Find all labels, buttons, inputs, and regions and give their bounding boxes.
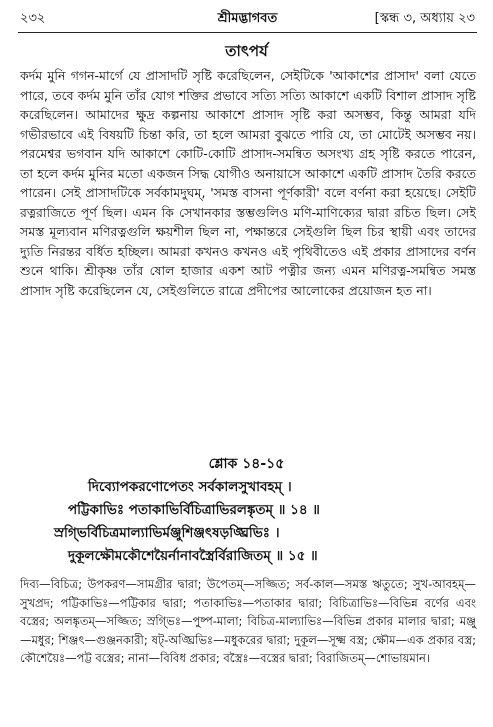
verse-line: পট্টিকাভিঃ পতাকাভির্বিচিত্রাভিরলঙ্কৃতম্ ॥ ১৪ ॥ (68, 502, 320, 518)
verse-title: শ্লোক ১৪-১৫ (208, 456, 285, 472)
page-header (20, 8, 475, 30)
chapter-reference: [স্কন্ধ ৩, অধ্যায় ২৩ (374, 11, 475, 26)
page-number: ২৩২ (20, 11, 46, 26)
synonyms-text: দিব্য—বিচিত্র; উপকরণ—সামগ্রীর দ্বারা; উপেতম্—সজ্জিত; সর্ব-কাল—সমস্ত ঋতুতে; সুখ-আবহম্—সুখপ্রদ; পট্টিকাভিঃ—পট্টিকার দ্বারা; পতাকাভিঃ—পতাকার দ্বারা; বিচিত্রাভিঃ—বিভিন্ন বর্ণের এবং বস্ত্রের; অলঙ্কৃতম্—সজ্জিত; স্রগ্ভিঃ—পুষ্প-মালা; বিচিত্র-মাল্যাভিঃ—বিভিন্ন প্রকার মালার দ্বারা; মঞ্জু—মধুর; শিঞ্জৎ—গুঞ্জনকারী; ষট্-অঙ্ঘ্রিভিঃ—মধুকরের দ্বারা; দুকূল—সূক্ষ্ম বস্ত্র; ক্ষৌম—এক প্রকার বস্ত্র; কৌশেয়ৈঃ—পট্ট বস্ত্রের; নানা—বিবিধ প্রকার; বস্ত্রৈঃ—বস্ত্রের দ্বারা; বিরাজিতম্—শোভায়মান। (20, 577, 476, 665)
purport-heading: তাৎপর্য (225, 42, 268, 60)
header-rule (18, 32, 477, 33)
verse-line: দুকূলক্ষৌমকৌশেয়ৈর্নানাবস্ত্রৈর্বিরাজিতম্ ॥ ১৫ ॥ (68, 548, 318, 564)
purport-text: কর্দম মুনি গগন-মার্গে যে প্রাসাদটি সৃষ্টি করেছিলেন, সেইটিকে 'আকাশের প্রাসাদ' বলা যেতে পারে, তবে কর্দম মুনি তাঁর যোগ শক্তির প্রভাবে সত্যি সত্যি আকাশে একটি বিশাল প্রাসাদ সৃষ্টি করেছিলেন। আমাদের ক্ষুদ্র কল্পনায় আকাশে প্রাসাদ সৃষ্টি করা অসম্ভব, কিন্তু আমরা যদি গভীরভাবে এই বিষয়টি চিন্তা করি, তা হলে আমরা বুঝতে পারি যে, তা মোটেই অসম্ভব নয়। পরমেশ্বর ভগবান যদি আকাশে কোটি-কোটি প্রাসাদ-সমন্বিত অসংখ্য গ্রহ সৃষ্টি করতে পারেন, তা হলে কর্দম মুনির মতো একজন সিদ্ধ যোগীও অনায়াসে আকাশে একটি প্রাসাদ তৈরি করতে পারেন। সেই প্রাসাদটিকে সর্বকামদুঘম্, 'সমস্ত বাসনা পূর্ণকারী' বলে বর্ণনা করা হয়েছে। সেইটি রত্নরাজিতে পূর্ণ ছিল। এমন কি সেখানকার স্তম্ভগুলিও মণি-মাণিক্যের দ্বারা রচিত ছিল। সেই সমস্ত মূল্যবান মণিরত্নগুলি ক্ষয়শীল ছিল না, পক্ষান্তরে সেইগুলি ছিল চির স্থায়ী এবং তাদের দ্যুতি নিরন্তর বর্ধিত হচ্ছিল। আমরা কখনও কখনও এই পৃথিবীতেও এই প্রকার প্রাসাদের বর্ণন শুনে থাকি। শ্রীকৃষ্ণ তাঁর ষোল হাজার একশ আট পত্নীর জন্য এমন মণিরত্ন-সমন্বিত সমস্ত প্রাসাদ সৃষ্টি করেছিলেন যে, সেইগুলিতে রাত্রে প্রদীপের আলোকের প্রয়োজন হত না। (20, 68, 476, 298)
verse-line: স্রগ্ভির্বিচিত্রমাল্যাভির্মঞ্জুশিঞ্জৎষড়ঙ্ঘ্রিভিঃ । (54, 525, 280, 541)
verse-block (48, 476, 468, 568)
book-title: শ্রীমদ্ভাগবত (217, 11, 278, 26)
verse-line: দিব্যোপকরণোপেতং সর্বকালসুখাবহম্ । (88, 479, 292, 495)
